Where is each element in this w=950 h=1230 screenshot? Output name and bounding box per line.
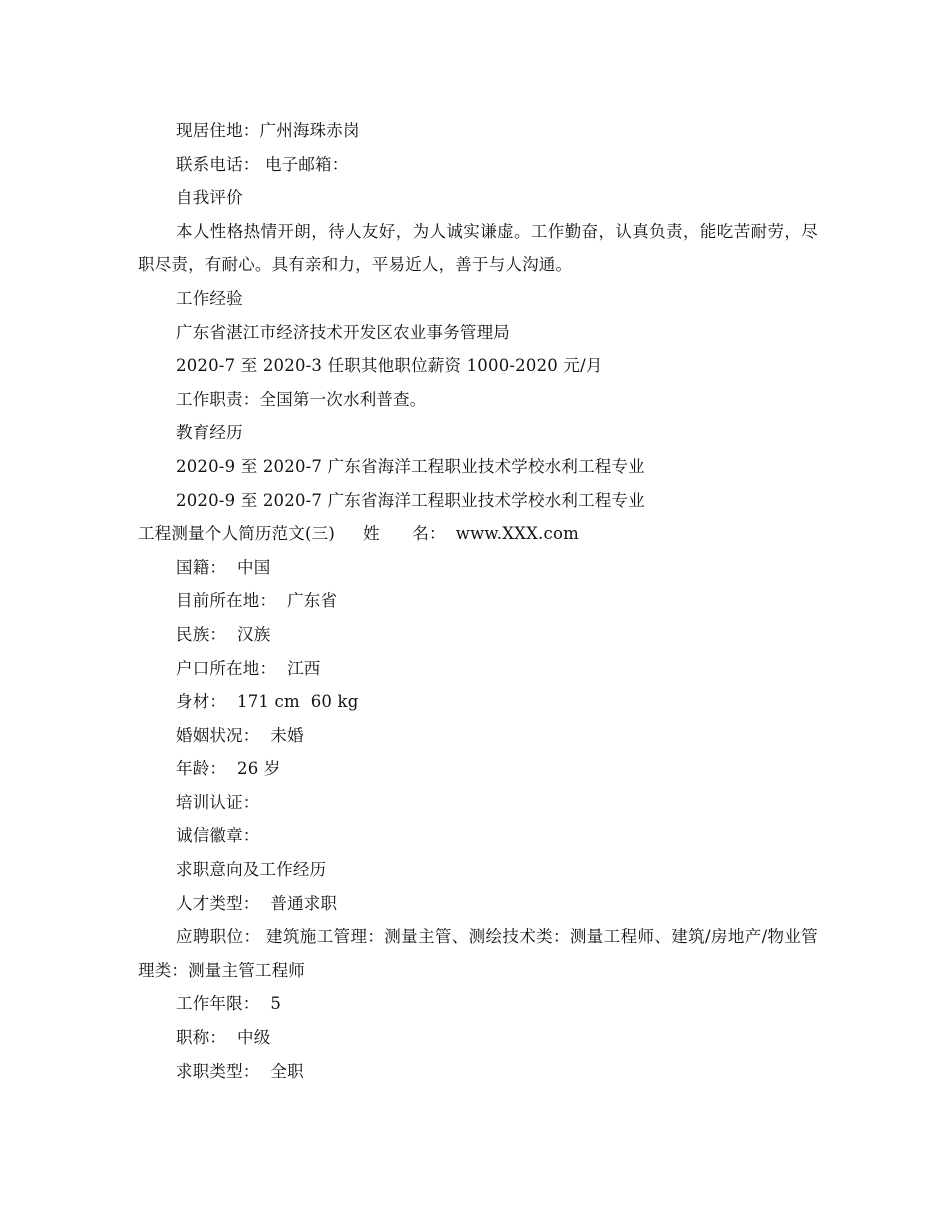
work-org-line: 广东省湛江市经济技术开发区农业事务管理局 [176,322,510,342]
work-exp-heading: 工作经验 [176,288,243,308]
work-years-line: 工作年限： 5 [176,994,282,1014]
training-line: 培训认证： [176,792,260,812]
residence-line: 现居住地：广州海珠赤岗 [176,121,360,140]
name-label: 姓 名： [362,524,446,544]
contact-line: 联系电话： 电子邮箱： [176,154,349,174]
title-rank-line: 职称： 中级 [176,1028,271,1048]
hukou-line: 户口所在地： 江西 [176,658,321,678]
sample3-title-line [138,517,818,551]
name-value: www.XXX.com [455,524,579,544]
edu-item: 2020-9 至 2020-7 广东省海洋工程职业技术学校水利工程专业 [176,490,645,510]
marital-line: 婚姻状况： 未婚 [176,725,304,745]
edu-item: 2020-9 至 2020-7 广东省海洋工程职业技术学校水利工程专业 [176,456,645,476]
nationality-line: 国籍： 中国 [176,557,271,577]
ethnicity-line: 民族： 汉族 [176,624,271,644]
self-eval-heading: 自我评价 [176,188,243,208]
sample3-title: 工程测量个人简历范文(三) [138,524,335,544]
job-intent-heading: 求职意向及工作经历 [176,860,327,880]
credit-badge-line: 诚信徽章： [176,826,260,846]
resume-content [138,114,818,1088]
edu-heading: 教育经历 [176,423,243,443]
work-duty-line: 工作职责：全国第一次水利普查。 [176,389,427,409]
age-line: 年龄： 26 岁 [176,759,281,779]
talent-type-line: 人才类型： 普通求职 [176,893,338,913]
self-eval-text: 本人性格热情开朗，待人友好，为人诚实谦虚。工作勤奋，认真负责，能吃苦耐劳，尽职尽责，有耐心。具有亲和力，平易近人，善于与人沟通。 [138,221,818,275]
job-type-line: 求职类型： 全职 [176,1061,304,1081]
work-period-line: 2020-7 至 2020-3 任职其他职位薪资 1000-2020 元/月 [176,356,603,376]
body-size-line: 身材： 171 cm 60 kg [176,692,359,712]
current-location-line: 目前所在地： 广东省 [176,591,338,611]
position-line: 应聘职位： 建筑施工管理：测量主管、测绘技术类：测量工程师、建筑/房地产/物业管理类：测量主管工程师 [138,927,818,980]
